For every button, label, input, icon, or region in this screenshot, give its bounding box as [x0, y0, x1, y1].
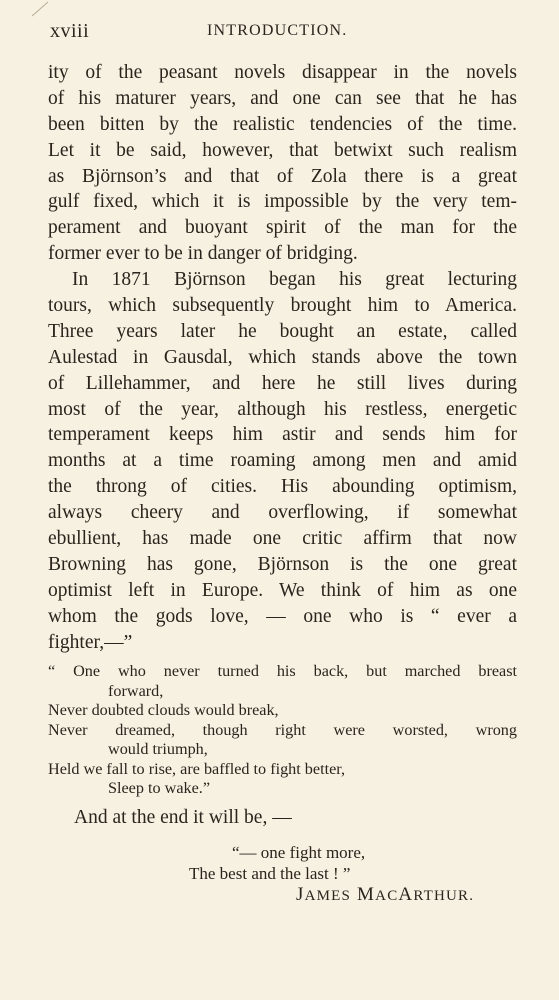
page-header	[0, 18, 559, 44]
text-line: Let it be said, however, that betwixt such realism	[48, 139, 517, 161]
text-line: of Lillehammer, and here he still lives during	[48, 372, 517, 394]
text-line: always cheery and overflowing, if somewhat	[48, 502, 517, 524]
text-line: optimist left in Europe. We think of him as one	[48, 579, 517, 601]
text-line: been bitten by the realistic tendencies of the time.	[48, 113, 517, 135]
closing-lead: And at the end it will be, —	[74, 807, 292, 828]
text-line: most of the year, although his restless, energetic	[48, 398, 517, 420]
text-line: months at a time roaming among men and amid	[48, 450, 517, 472]
corner-pencil-mark	[30, 0, 54, 18]
text-line: tours, which subsequently brought him to America.	[48, 295, 517, 317]
signature-part: J	[296, 884, 305, 905]
author-signature	[296, 884, 474, 906]
text-line: perament and buoyant spirit of the man for the	[48, 217, 517, 239]
poem-line: Never doubted clouds would break,	[48, 701, 279, 719]
text-line: as Björnson’s and that of Zola there is a great	[48, 165, 517, 187]
poem-line: would triumph,	[108, 740, 208, 758]
signature-part: M	[357, 884, 376, 905]
text-line: Three years later he bought an estate, called	[48, 320, 517, 342]
signature-part: A	[398, 884, 414, 905]
text-line: of his maturer years, and one can see that he has	[48, 87, 517, 109]
quote-line: “— one fight more,	[232, 843, 366, 862]
poem-line: Never dreamed, though right were worsted, wrong	[48, 720, 517, 739]
text-line: ebullient, has made one critic affirm that now	[48, 528, 517, 550]
text-line: whom the gods love, — one who is “ ever a	[48, 605, 517, 627]
text-line: ity of the peasant novels disappear in the novels	[48, 62, 517, 83]
quote-line: The best and the last ! ”	[189, 864, 351, 883]
text-line: fighter,—”	[48, 631, 133, 653]
text-line: In 1871 Björnson began his great lecturing	[72, 269, 517, 291]
running-head: INTRODUCTION.	[207, 22, 348, 39]
signature-part: AC	[375, 888, 399, 904]
text-line: Browning has gone, Björnson is the one great	[48, 553, 517, 575]
body-text	[48, 60, 517, 655]
text-line: temperament keeps him astir and sends him for	[48, 424, 517, 446]
text-line: former ever to be in danger of bridging.	[48, 243, 358, 265]
poem-line: Sleep to wake.”	[108, 779, 211, 797]
poem-quotation	[48, 662, 517, 799]
poem-line: forward,	[108, 681, 164, 700]
poem-line: “ One who never turned his back, but marched breast	[48, 662, 517, 680]
page-number: xviii	[50, 20, 90, 42]
poem-line: Held we fall to rise, are baffled to fight better,	[48, 759, 346, 778]
signature-part: RTHUR.	[413, 888, 475, 904]
text-line: gulf fixed, which it is impossible by the very tem-	[48, 191, 517, 213]
text-line: Aulestad in Gausdal, which stands above the town	[48, 346, 517, 368]
signature-part: AMES	[304, 888, 352, 904]
text-line: the throng of cities. His abounding optimism,	[48, 476, 517, 498]
